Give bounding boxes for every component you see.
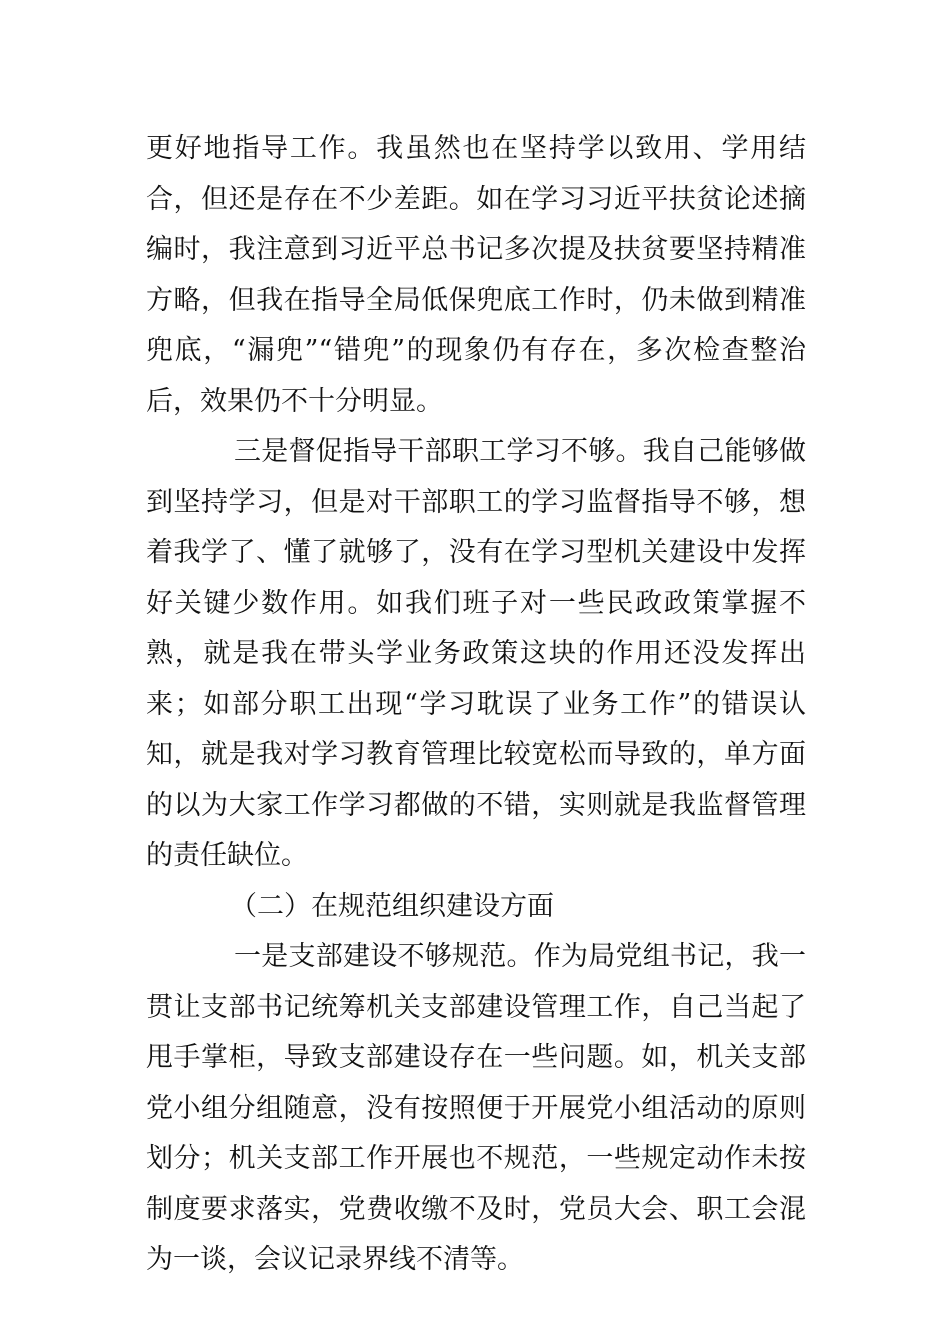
document-body <box>146 124 806 1286</box>
paragraph-supervise-study: 三是督促指导干部职工学习不够。我自己能够做到坚持学习，但是对干部职工的学习监督指导不够，想着我学了、懂了就够了，没有在学习型机关建设中发挥好关键少数作用。如我们班子对一些民政政策掌握不熟，就是我在带头学业务政策这块的作用还没发挥出来；如部分职工出现“学习耽误了业务工作”的错误认知，就是我对学习教育管理比较宽松而导致的，单方面的以为大家工作学习都做的不错，实则就是我监督管理的责任缺位。 <box>146 436 806 871</box>
paragraph-continuation: 更好地指导工作。我虽然也在坚持学以致用、学用结合，但还是存在不少差距。如在学习习近平扶贫论述摘编时，我注意到习近平总书记多次提及扶贫要坚持精准方略，但我在指导全局低保兜底工作时，仍未做到精准兜底，“漏兜”“错兜”的现象仍有存在，多次检查整治后，效果仍不十分明显。 <box>146 133 806 417</box>
section-heading-organization: （二）在规范组织建设方面 <box>230 890 554 922</box>
paragraph-branch-building: 一是支部建设不够规范。作为局党组书记，我一贯让支部书记统筹机关支部建设管理工作，自己当起了甩手掌柜，导致支部建设存在一些问题。如，机关支部党小组分组随意，没有按照便于开展党小组活动的原则划分；机关支部工作开展也不规范，一些规定动作未按制度要求落实，党费收缴不及时，党员大会、职工会混为一谈，会议记录界线不清等。 <box>146 941 806 1275</box>
